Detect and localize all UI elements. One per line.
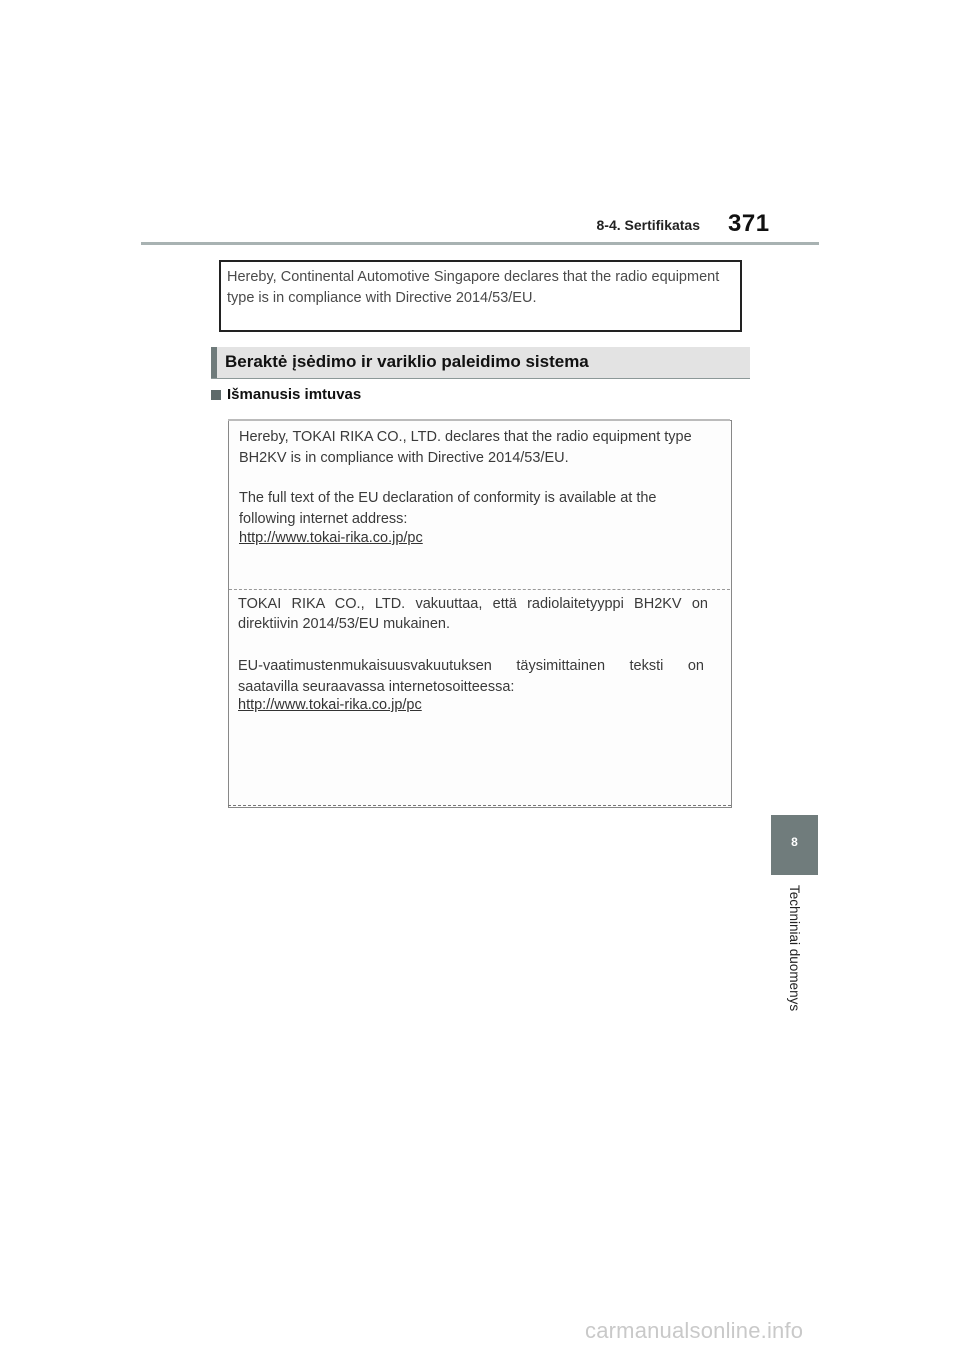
chapter-number: 8 [791, 835, 798, 849]
chapter-label: Techniniai duomenys [787, 885, 802, 1012]
watermark: carmanualsonline.info [585, 1318, 804, 1343]
page-number: 371 [728, 210, 770, 237]
chapter-tab [771, 815, 818, 873]
subsection-heading: Išmanusis imtuvas [227, 386, 362, 403]
declaration-line: The full text of the EU declaration of conformity is available at the [239, 490, 657, 506]
section-heading-accent [211, 347, 217, 378]
finnish-conformity-line: EU-vaatimustenmukaisuusvakuutuksen täysimittainen teksti on [238, 658, 704, 674]
declaration-line: following internet address: [239, 511, 408, 527]
bullet-square-icon [211, 390, 221, 400]
box-border-top [228, 419, 730, 421]
finnish-declaration-line: TOKAI RIKA CO., LTD. vakuuttaa, että radiolaitetyyppi BH2KV on [238, 596, 708, 612]
finnish-conformity-line: saatavilla seuraavassa internetosoitteessa: [238, 679, 515, 695]
declaration-line: Hereby, TOKAI RIKA CO., LTD. declares that the radio equipment type [239, 429, 692, 445]
running-header-section: 8-4. Sertifikatas [596, 217, 700, 233]
declaration-line: type is in compliance with Directive 2014/53/EU. [227, 290, 537, 306]
header-rule [141, 242, 819, 245]
declaration-line: BH2KV is in compliance with Directive 2014/53/EU. [239, 450, 569, 466]
declaration-line: Hereby, Continental Automotive Singapore declares that the radio equipment [227, 269, 720, 285]
english-url-link[interactable]: http://www.tokai-rika.co.jp/pc [239, 530, 423, 546]
section-heading: Beraktė įsėdimo ir variklio paleidimo sistema [225, 352, 589, 371]
declaration-box-continental [219, 260, 742, 332]
section-heading-bar [211, 347, 750, 379]
english-conformity-note [239, 488, 729, 530]
finnish-declaration-line: direktiivin 2014/53/EU mukainen. [238, 616, 450, 632]
box-border-bottom [228, 805, 731, 807]
finnish-url-link[interactable]: http://www.tokai-rika.co.jp/pc [238, 697, 422, 713]
declaration-text [227, 267, 737, 309]
language-divider [229, 589, 730, 591]
english-declaration [239, 427, 729, 469]
chapter-tab-rule [771, 873, 818, 875]
